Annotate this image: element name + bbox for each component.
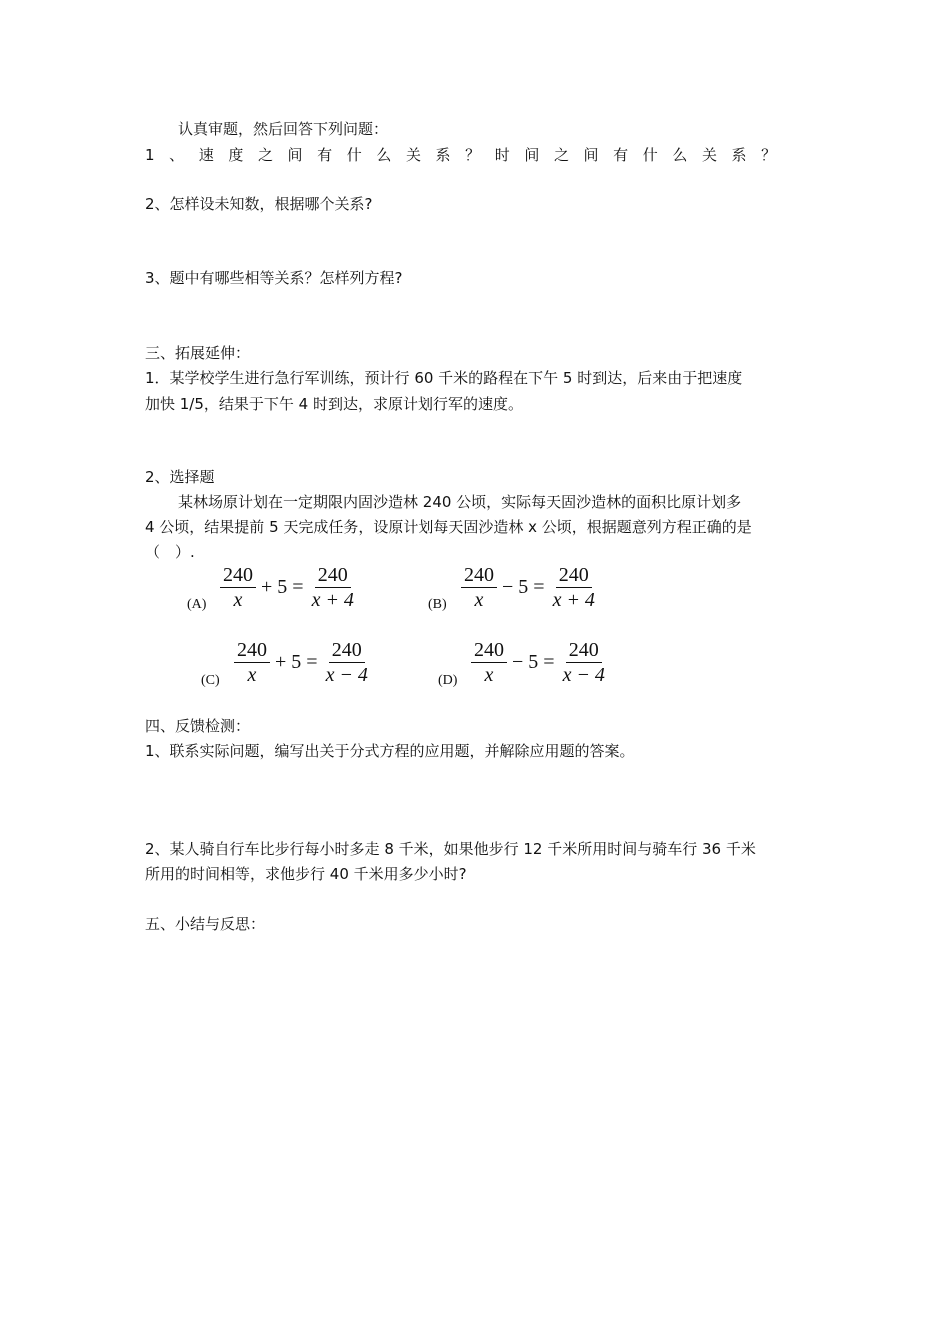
option-b-equals: = <box>533 576 545 598</box>
option-b-right-numerator: 240 <box>556 564 592 588</box>
option-a-right-numerator: 240 <box>315 564 351 588</box>
option-b-equation <box>461 564 598 611</box>
option-c-constant: 5 <box>291 651 302 673</box>
option-c-right-fraction <box>323 639 371 686</box>
section-3-problem-2-line-2: 4 公顷，结果提前 5 天完成任务，设原计划每天固沙造林 x 公顷，根据题意列方程正确的是 <box>145 518 752 536</box>
section-3-title: 三、拓展延伸： <box>145 344 251 362</box>
option-d-constant: 5 <box>528 651 539 673</box>
option-d-operator: − <box>512 651 524 673</box>
option-b-left-fraction <box>461 564 497 611</box>
option-c-equation <box>234 639 371 686</box>
section-4-question-2-line-2: 所用的时间相等，求他步行 40 千米用多少小时? <box>145 865 467 883</box>
option-d-left-numerator: 240 <box>471 639 507 663</box>
option-c-right-denominator: x − 4 <box>325 664 368 686</box>
option-d-left-fraction <box>471 639 507 686</box>
section-4-title: 四、反馈检测： <box>145 717 251 735</box>
question-3: 3、题中有哪些相等关系？怎样列方程? <box>145 269 403 287</box>
question-1: 1、速度之间有什么关系？时间之间有什么关系？ <box>145 146 791 164</box>
option-c-equals: = <box>306 651 318 673</box>
option-c-label: (C) <box>201 673 220 688</box>
option-d-right-denominator: x − 4 <box>562 664 605 686</box>
option-d-equation <box>471 639 608 686</box>
section-3-problem-2-line-3: （ ）. <box>145 543 195 561</box>
option-a-left-denominator: x <box>233 589 243 611</box>
section-3-problem-1-line-1: 1．某学校学生进行急行军训练，预计行 60 千米的路程在下午 5 时到达，后来由于把速度 <box>145 369 743 387</box>
option-c-left-numerator: 240 <box>234 639 270 663</box>
option-c-left-denominator: x <box>247 664 257 686</box>
option-c-right-numerator: 240 <box>329 639 365 663</box>
option-b-left-numerator: 240 <box>461 564 497 588</box>
option-a-equals: = <box>292 576 304 598</box>
question-2: 2、怎样设未知数，根据哪个关系? <box>145 195 373 213</box>
section-5-title: 五、小结与反思： <box>145 915 266 933</box>
option-c-left-fraction <box>234 639 270 686</box>
option-b-right-denominator: x + 4 <box>552 589 595 611</box>
option-a-left-fraction <box>220 564 256 611</box>
section-3-problem-1-line-2: 加快 1/5，结果于下午 4 时到达，求原计划行军的速度。 <box>145 395 523 413</box>
option-d-right-fraction <box>560 639 608 686</box>
option-b-label: (B) <box>428 597 447 612</box>
option-a-left-numerator: 240 <box>220 564 256 588</box>
option-d-right-numerator: 240 <box>566 639 602 663</box>
section-3-problem-2-title: 2、选择题 <box>145 468 215 486</box>
option-a-right-fraction <box>309 564 357 611</box>
section-4-question-1: 1、联系实际问题，编写出关于分式方程的应用题，并解除应用题的答案。 <box>145 742 635 760</box>
option-a-right-denominator: x + 4 <box>311 589 354 611</box>
section-3-problem-2-line-1: 某林场原计划在一定期限内固沙造林 240 公顷，实际每天固沙造林的面积比原计划多 <box>178 493 742 511</box>
option-b-constant: 5 <box>518 576 529 598</box>
option-b-right-fraction <box>550 564 598 611</box>
option-d-label: (D) <box>438 673 458 688</box>
option-a-equation <box>220 564 357 611</box>
intro-text: 认真审题，然后回答下列问题： <box>178 120 389 138</box>
option-a-label: (A) <box>187 597 207 612</box>
option-a-operator: + <box>261 576 273 598</box>
option-d-equals: = <box>543 651 555 673</box>
option-d-left-denominator: x <box>484 664 494 686</box>
option-c-operator: + <box>275 651 287 673</box>
option-a-constant: 5 <box>277 576 288 598</box>
section-4-question-2-line-1: 2、某人骑自行车比步行每小时多走 8 千米，如果他步行 12 千米所用时间与骑车行 36 千米 <box>145 840 756 858</box>
option-b-operator: − <box>502 576 514 598</box>
option-b-left-denominator: x <box>474 589 484 611</box>
